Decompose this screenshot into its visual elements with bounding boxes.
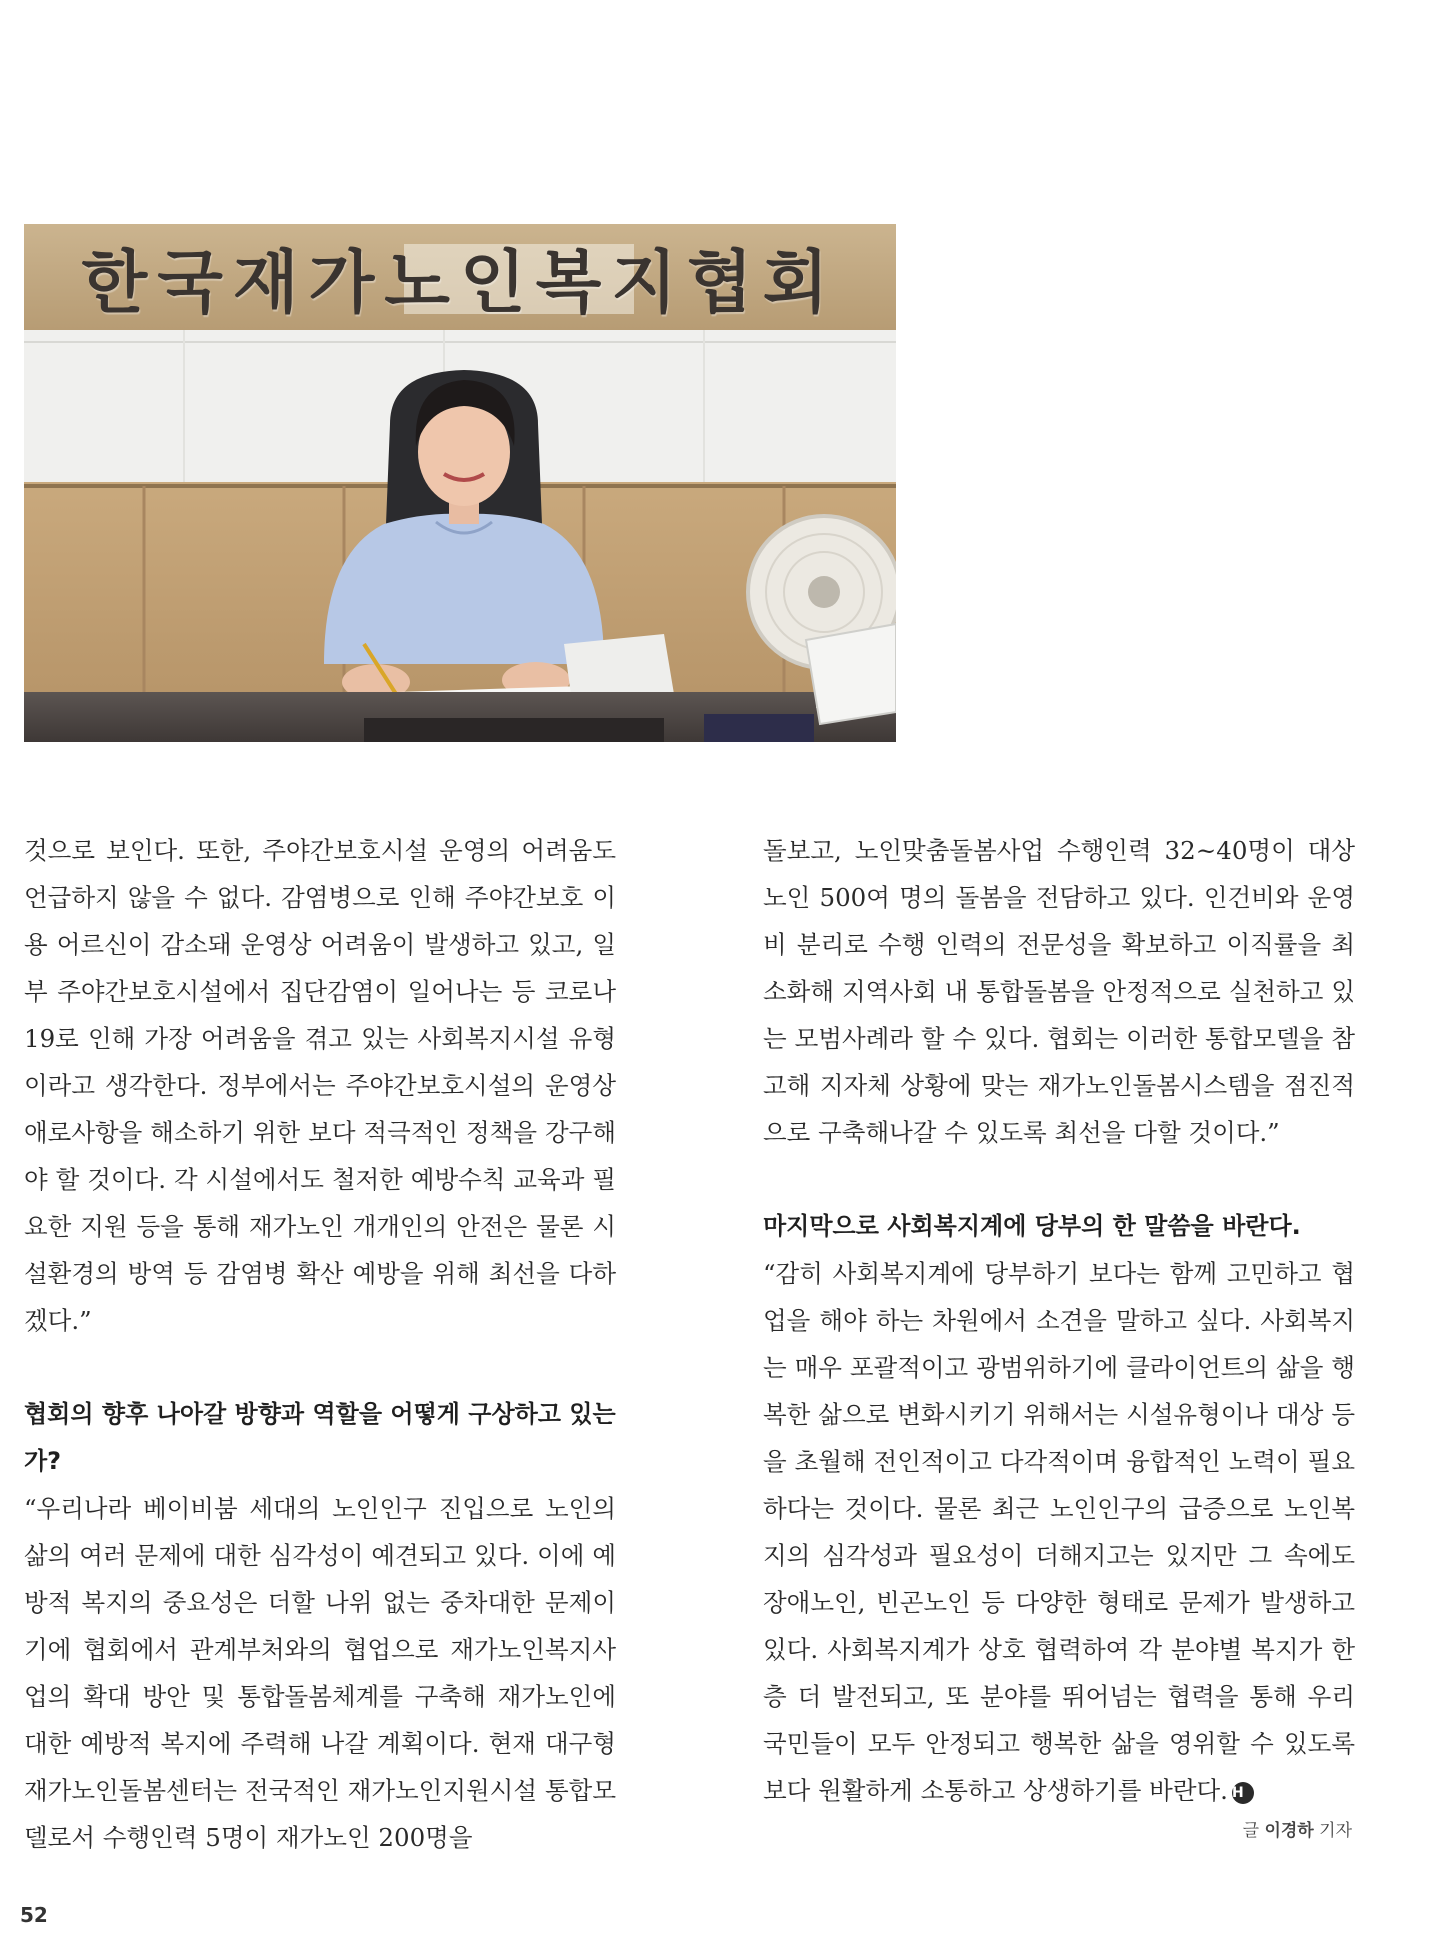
book xyxy=(704,714,814,742)
left-paragraph-2: “우리나라 베이비붐 세대의 노인인구 진입으로 노인의 삶의 여러 문제에 대한 심각성이 예견되고 있다. 이에 예방적 복지의 중요성은 더할 나위 없는 중차대한 문제이기에 협회에서 관계부처와의 협업으로 재가노인복지사업의 확대 방안 및 통합돌봄체계를 구축해 재가노인에 대한 예방적 복지에 주력해 나갈 계획이다. 현재 대구형 재가노인돌봄센터는 전국적인 재가노인지원시설 통합모델로서 수행인력 5명이 재가노인 200명을 xyxy=(24,1494,616,1852)
left-column xyxy=(24,827,616,1861)
person-body xyxy=(324,514,604,664)
interview-photo xyxy=(24,224,896,742)
right-paragraph-2-wrap xyxy=(763,1250,1355,1814)
question-future-direction: 협회의 향후 나아갈 방향과 역할을 어떻게 구상하고 있는가? xyxy=(24,1400,616,1475)
byline-prefix: 글 xyxy=(1242,1821,1260,1841)
end-mark-icon: H xyxy=(1232,1782,1254,1804)
page-number: 52 xyxy=(20,1903,48,1927)
byline-name: 이경하 xyxy=(1264,1821,1314,1841)
desk-calendar xyxy=(806,624,896,724)
byline xyxy=(1243,1816,1352,1841)
question-final-message: 마지막으로 사회복지계에 당부의 한 말씀을 바란다. xyxy=(763,1212,1301,1240)
byline-role: 기자 xyxy=(1319,1821,1352,1841)
keyboard xyxy=(364,718,664,742)
right-paragraph-2: “감히 사회복지계에 당부하기 보다는 함께 고민하고 협업을 해야 하는 차원에서 소견을 말하고 싶다. 사회복지는 매우 포괄적이고 광범위하기에 클라이언트의 삶을 행복한 삶으로 변화시키기 위해서는 시설유형이나 대상 등을 초월해 전인적이고 다각적이며 융합적인 노력이 필요하다는 것이다. 물론 최근 노인인구의 급증으로 노인복지의 심각성과 필요성이 더해지고는 있지만 그 속에도 장애노인, 빈곤노인 등 다양한 형태로 문제가 발생하고 있다. 사회복지계가 상호 협력하여 각 분야별 복지가 한층 더 발전되고, 또 분야를 뛰어넘는 협력을 통해 우리 국민들이 모두 안정되고 행복한 삶을 영위할 수 있도록 보다 원활하게 소통하고 상생하기를 바란다. xyxy=(763,1259,1355,1805)
sign-text: 한국재가노인복지협회 xyxy=(81,243,839,323)
left-paragraph-1: 것으로 보인다. 또한, 주야간보호시설 운영의 어려움도 언급하지 않을 수 없다. 감염병으로 인해 주야간보호 이용 어르신이 감소돼 운영상 어려움이 발생하고 있고, 일부 주야간보호시설에서 집단감염이 일어나는 등 코로나19로 인해 가장 어려움을 겪고 있는 사회복지시설 유형이라고 생각한다. 정부에서는 주야간보호시설의 운영상 애로사항을 해소하기 위한 보다 적극적인 정책을 강구해야 할 것이다. 각 시설에서도 철저한 예방수칙 교육과 필요한 지원 등을 통해 재가노인 개개인의 안전은 물론 시설환경의 방역 등 감염병 확산 예방을 위해 최선을 다하겠다.” xyxy=(24,836,616,1335)
right-column xyxy=(763,827,1355,1814)
right-paragraph-1: 돌보고, 노인맞춤돌봄사업 수행인력 32~40명이 대상노인 500여 명의 돌봄을 전담하고 있다. 인건비와 운영비 분리로 수행 인력의 전문성을 확보하고 이직률을 최소화해 지역사회 내 통합돌봄을 안정적으로 실천하고 있는 모범사례라 할 수 있다. 협회는 이러한 통합모델을 참고해 지자체 상황에 맞는 재가노인돌봄시스템을 점진적으로 구축해나갈 수 있도록 최선을 다할 것이다.” xyxy=(763,836,1355,1147)
